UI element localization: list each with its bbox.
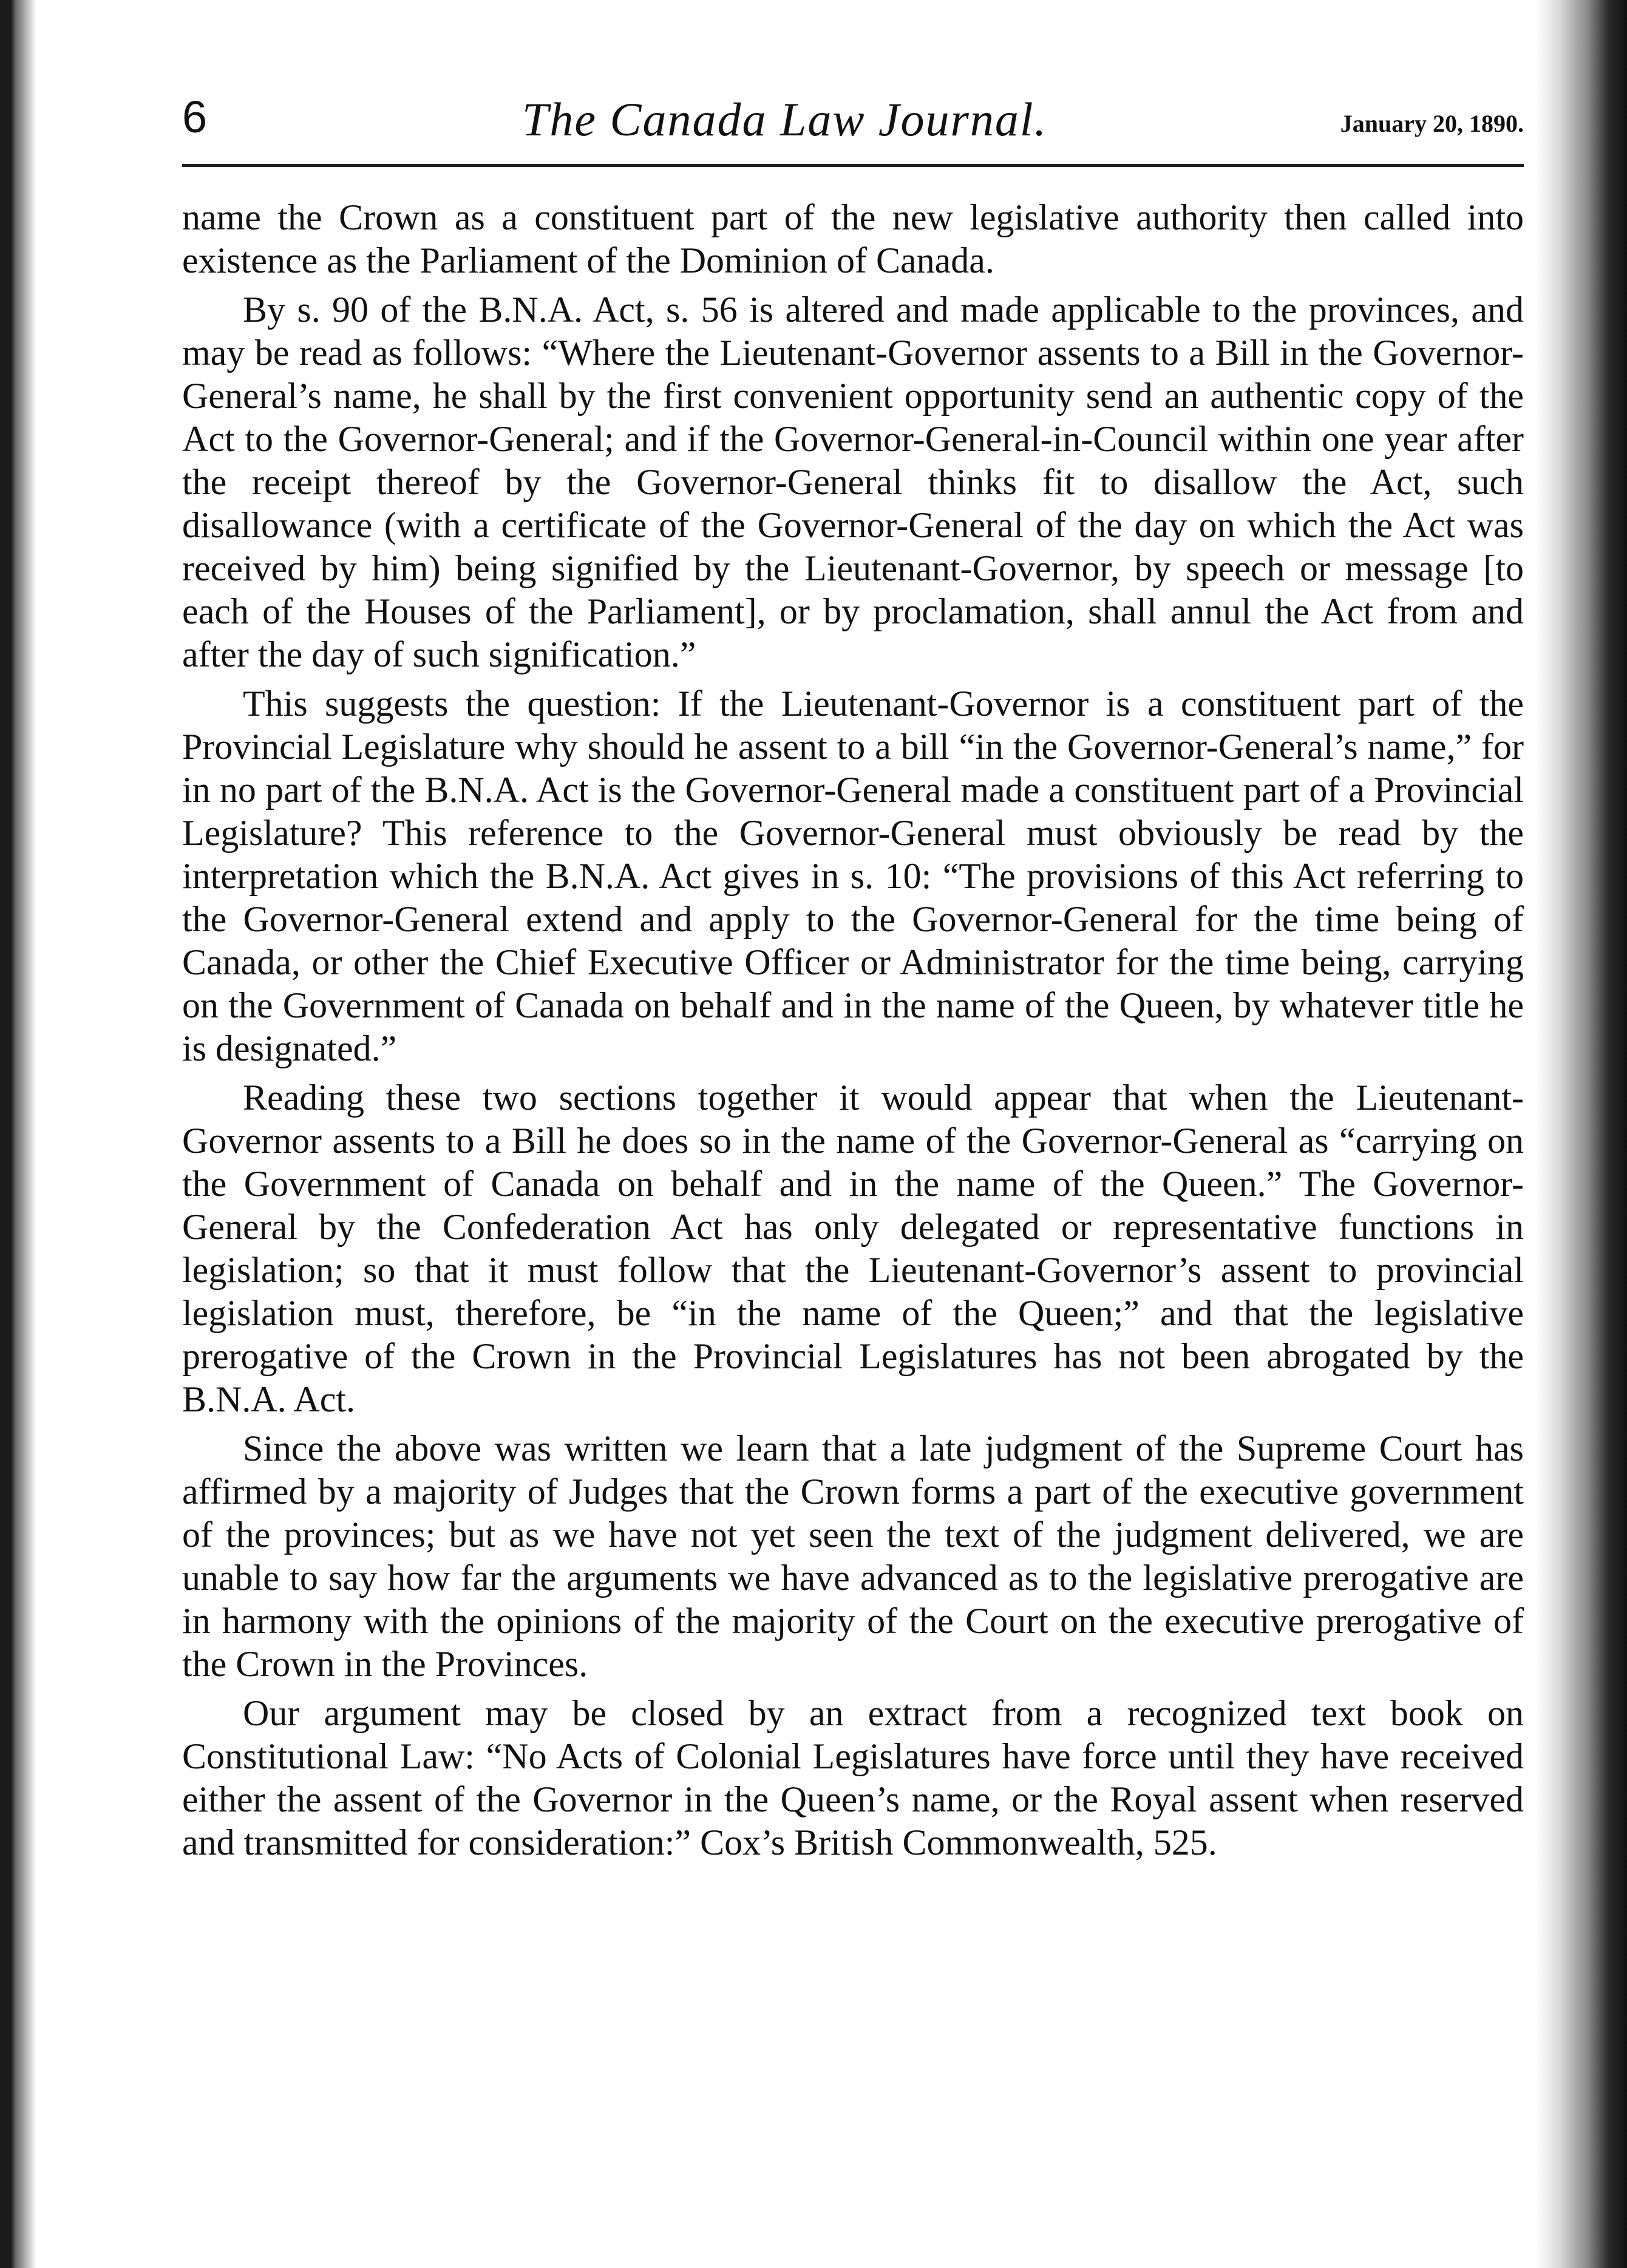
journal-page bbox=[182, 85, 1524, 1870]
paragraph: Reading these two sections together it would appear that when the Lieutenant-Governor assents to a Bill he does so in the name of the Governor-General as “carrying on the Government of Canada on behalf and in the name of the Queen.” The Governor-General by the Confederation Act has only delegated or representative functions in legislation; so that it must follow that the Lieutenant-Governor’s assent to provincial legislation must, therefore, be “in the name of the Queen;” and that the legislative prerogative of the Crown in the Provincial Legislatures has not been abrogated by the B.N.A. Act. bbox=[182, 1078, 1524, 1419]
paragraph: Since the above was written we learn that a late judgment of the Supreme Court has affirmed by a majority of Judges that the Crown forms a part of the executive government of the provinces; but as we have not yet seen the text of the judgment delivered, we are unable to say how far the arguments we have advanced as to the legislative prerogative are in harmony with the opinions of the majority of the Court on the executive prerogative of the Crown in the Provinces. bbox=[182, 1428, 1524, 1684]
page-number: 6 bbox=[182, 92, 208, 142]
issue-date: January 20, 1890. bbox=[1340, 110, 1524, 137]
paragraph: By s. 90 of the B.N.A. Act, s. 56 is altered and made applicable to the provinces, and may be read as follows: “Where the Lieutenant-Governor assents to a Bill in the Governor-General’s name, he shall by the first convenient opportunity send an authentic copy of the Act to the Governor-General; and if the Governor-General-in-Council within one year after the receipt thereof by the Governor-General thinks fit to disallow the Act, such disallowance (with a certificate of the Governor-General of the day on which the Act was received by him) being signified by the Lieutenant-Governor, by speech or message [to each of the Houses of the Parliament], or by proclamation, shall annul the Act from and after the day of such signification.” bbox=[182, 290, 1524, 674]
page-header bbox=[182, 85, 1524, 167]
scan-left-edge bbox=[0, 0, 36, 2268]
journal-title: The Canada Law Journal. bbox=[522, 93, 1048, 146]
article-body bbox=[182, 196, 1524, 1864]
paragraph: This suggests the question: If the Lieutenant-Governor is a constituent part of the Provincial Legislature why should he assent to a bill “in the Governor-General’s name,” for in no part of the B.N.A. Act is the Governor-General made a constituent part of a Provincial Legislature? This reference to the Governor-General must obviously be read by the interpretation which the B.N.A. Act gives in s. 10: “The provisions of this Act referring to the Governor-General extend and apply to the Governor-General for the time being of Canada, or other the Chief Executive Officer or Administrator for the time being, carrying on the Government of Canada on behalf and in the name of the Queen, by whatever title he is designated.” bbox=[182, 684, 1524, 1068]
paragraph: Our argument may be closed by an extract from a recognized text book on Constitutional Law: “No Acts of Colonial Legislatures have force until they have received either the assent of the Governor in the Queen’s name, or the Royal assent when reserved and transmitted for consideration:” Cox’s British Commonwealth, 525. bbox=[182, 1693, 1524, 1862]
scan-right-edge bbox=[1536, 0, 1627, 2268]
paragraph: name the Crown as a constituent part of the new legislative authority then called into existence as the Parliament of the Dominion of Canada. bbox=[182, 197, 1524, 280]
